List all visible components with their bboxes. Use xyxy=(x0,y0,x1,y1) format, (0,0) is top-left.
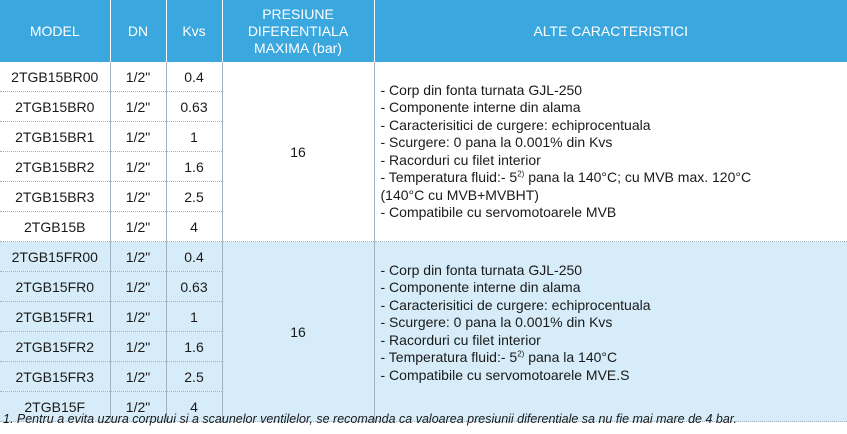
pressure-cell: 16 xyxy=(222,242,374,422)
feature-text: pana la 140°C xyxy=(524,349,618,365)
feature-line: - Componente interne din alama xyxy=(380,279,581,295)
features-cell xyxy=(374,62,847,242)
kvs-cell: 1.6 xyxy=(166,332,222,362)
feature-line: - Corp din fonta turnata GJL-250 xyxy=(380,81,583,98)
header-pressure-line2: MAXIMA (bar) xyxy=(254,39,342,56)
header-pressure-line1: PRESIUNE DIFERENTIALA xyxy=(247,5,349,39)
dn-cell: 1/2" xyxy=(110,362,166,392)
header-model: MODEL xyxy=(0,0,110,62)
feature-line: - Scurgere: 0 pana la 0.001% din Kvs xyxy=(380,314,613,330)
feature-text: - Temperatura fluid:- 5 xyxy=(380,169,518,185)
model-cell: 2TGB15FR00 xyxy=(0,242,110,272)
dn-cell: 1/2" xyxy=(110,392,166,422)
feature-line: - Componente interne din alama xyxy=(380,99,581,115)
footnote-marker: 2) xyxy=(517,349,525,359)
kvs-cell: 2.5 xyxy=(166,182,222,212)
feature-line: (140°C cu MVB+MVBHT) xyxy=(380,186,539,203)
kvs-cell: 4 xyxy=(166,392,222,422)
feature-spacer xyxy=(381,384,847,402)
feature-line: - Caracterisitici de curgere: echiprocentuala xyxy=(380,116,651,133)
kvs-cell: 1.6 xyxy=(166,152,222,182)
footnote: 1. Pentru a evita uzura corpului si a scaunelor ventilelor, se recomanda ca valoarea presiunii diferentiale sa nu fie mai mare de 4 bar. xyxy=(3,412,737,426)
dn-cell: 1/2" xyxy=(110,212,166,242)
header-features: ALTE CARACTERISTICI xyxy=(374,0,847,62)
features-cell xyxy=(374,242,847,422)
feature-line: - Caracterisitici de curgere: echiprocentuala xyxy=(380,296,651,313)
model-cell: 2TGB15FR3 xyxy=(0,362,110,392)
kvs-cell: 0.63 xyxy=(166,92,222,122)
dn-cell: 1/2" xyxy=(110,242,166,272)
model-cell: 2TGB15BR1 xyxy=(0,122,110,152)
feature-line: - Compatibile cu servomotoarele MVB xyxy=(380,204,617,220)
table-row xyxy=(0,62,847,92)
model-cell: 2TGB15BR2 xyxy=(0,152,110,182)
feature-line: - Compatibile cu servomotoarele MVE.S xyxy=(380,366,630,383)
kvs-cell: 1 xyxy=(166,302,222,332)
feature-line-temperature xyxy=(381,349,847,367)
dn-cell: 1/2" xyxy=(110,302,166,332)
dn-cell: 1/2" xyxy=(110,272,166,302)
kvs-cell: 0.4 xyxy=(166,242,222,272)
header-row xyxy=(0,0,847,62)
dn-cell: 1/2" xyxy=(110,62,166,92)
feature-line: - Corp din fonta turnata GJL-250 xyxy=(380,261,583,278)
model-cell: 2TGB15FR2 xyxy=(0,332,110,362)
kvs-cell: 4 xyxy=(166,212,222,242)
kvs-cell: 1 xyxy=(166,122,222,152)
model-cell: 2TGB15BR3 xyxy=(0,182,110,212)
dn-cell: 1/2" xyxy=(110,332,166,362)
model-cell: 2TGB15FR1 xyxy=(0,302,110,332)
model-cell: 2TGB15BR0 xyxy=(0,92,110,122)
feature-text: pana la 140°C; cu MVB max. 120°C xyxy=(524,169,752,185)
header-dn: DN xyxy=(110,0,166,62)
header-pressure xyxy=(222,0,374,62)
footnote-marker: 2) xyxy=(517,169,525,179)
header-kvs: Kvs xyxy=(166,0,222,62)
feature-line: - Scurgere: 0 pana la 0.001% din Kvs xyxy=(380,134,613,150)
dn-cell: 1/2" xyxy=(110,182,166,212)
feature-line: - Racorduri cu filet interior xyxy=(380,331,541,348)
kvs-cell: 2.5 xyxy=(166,362,222,392)
table-row xyxy=(0,242,847,272)
dn-cell: 1/2" xyxy=(110,122,166,152)
model-cell: 2TGB15FR0 xyxy=(0,272,110,302)
model-cell: 2TGB15F xyxy=(0,392,110,422)
model-cell: 2TGB15BR00 xyxy=(0,62,110,92)
feature-line-temperature xyxy=(381,169,847,187)
kvs-cell: 0.4 xyxy=(166,62,222,92)
dn-cell: 1/2" xyxy=(110,152,166,182)
kvs-cell: 0.63 xyxy=(166,272,222,302)
dn-cell: 1/2" xyxy=(110,92,166,122)
model-cell: 2TGB15B xyxy=(0,212,110,242)
pressure-cell: 16 xyxy=(222,62,374,242)
feature-line: - Racorduri cu filet interior xyxy=(380,151,541,168)
feature-text: - Temperatura fluid:- 5 xyxy=(380,349,518,365)
